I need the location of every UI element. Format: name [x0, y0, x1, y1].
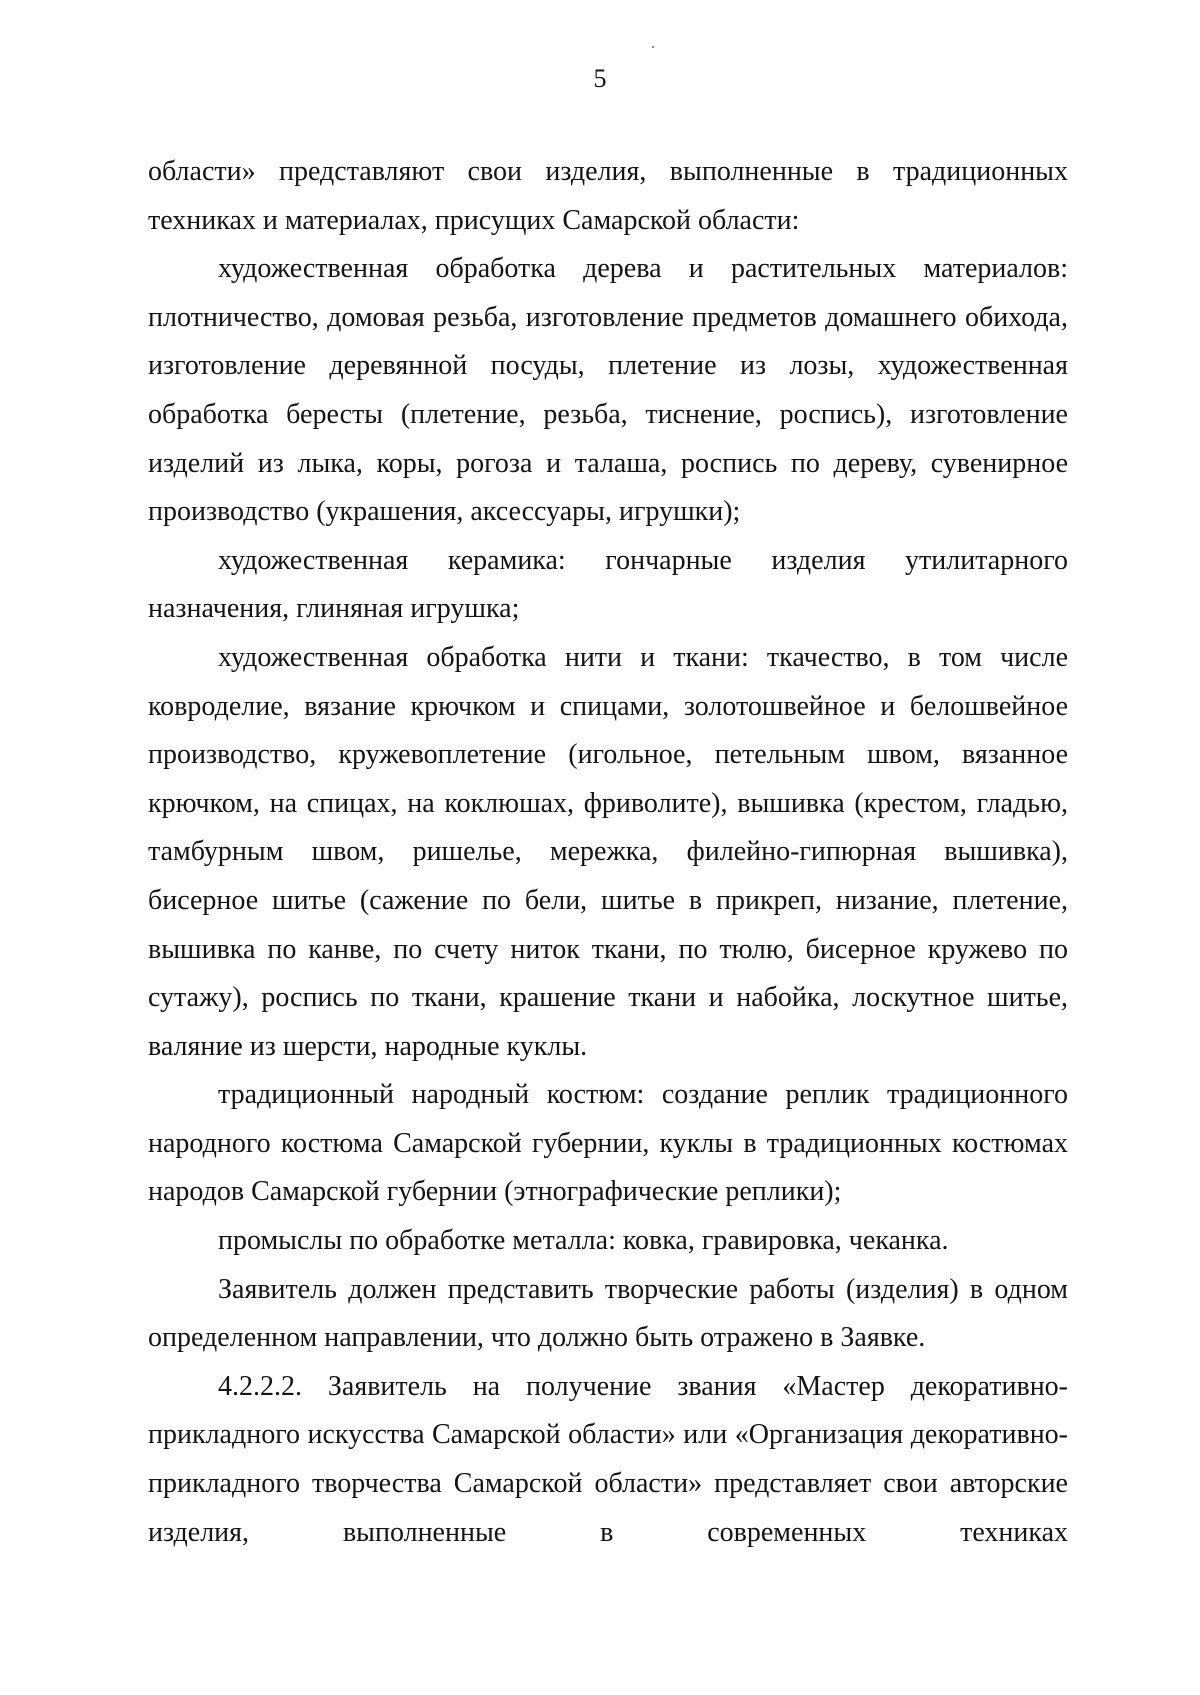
paragraph-regions-intro: области» представляют свои изделия, выполненные в традиционных техниках и материалах, присущих Самарской области: [148, 156, 1068, 236]
paragraph-folk-costume: традиционный народный костюм: создание реплик традиционного народного костюма Самарской губернии, куклы в традиционных костюмах народов Самарской губернии (этнографические реплики); [148, 1079, 1068, 1208]
paragraph-section-4-2-2-2: 4.2.2.2. Заявитель на получение звания «Мастер декоративно-прикладного искусства Самарской области» или «Организация декоративно-прикладного творчества Самарской области» представляет свои авторские изделия, выполненные в современных техниках [148, 1370, 1068, 1548]
paragraph-wood-processing: художественная обработка дерева и растительных материалов: плотничество, домовая резьба, изготовление предметов домашнего обихода, изготовление деревянной посуды, плетение из лозы, художественная обработка бересты (плетение, резьба, тиснение, роспись), изготовление изделий из лыка, коры, рогоза и талаша, роспись по дереву, сувенирное производство (украшения, аксессуары, игрушки); [148, 253, 1068, 528]
paragraph-metal-crafts: промыслы по обработке металла: ковка, гравировка, чеканка. [218, 1225, 949, 1257]
paragraph-applicant-direction: Заявитель должен представить творческие работы (изделия) в одном определенном направлении, что должно быть отражено в Заявке. [148, 1273, 1068, 1354]
scan-artifact [652, 46, 654, 48]
page-number: 5 [593, 64, 607, 93]
document-body [148, 148, 1068, 1557]
paragraph-ceramics: художественная керамика: гончарные изделия утилитарного назначения, глиняная игрушка; [148, 544, 1068, 625]
paragraph-thread-fabric: художественная обработка нити и ткани: ткачество, в том числе ковроделие, вязание крючком и спицами, золотошвейное и белошвейное производство, кружевоплетение (игольное, петельным швом, вязанное крючком, на спицах, на коклюшах, фриволите), вышивка (крестом, гладью, тамбурным швом, ришелье, мережка, филейно-гипюрная вышивка), бисерное шитье (сажение по бели, шитье в прикреп, низание, плетение, вышивка по канве, по счету ниток ткани, по тюлю, бисерное кружево по сутажу), роспись по ткани, крашение ткани и набойка, лоскутное шитье, валяние из шерсти, народные куклы. [148, 641, 1068, 1062]
